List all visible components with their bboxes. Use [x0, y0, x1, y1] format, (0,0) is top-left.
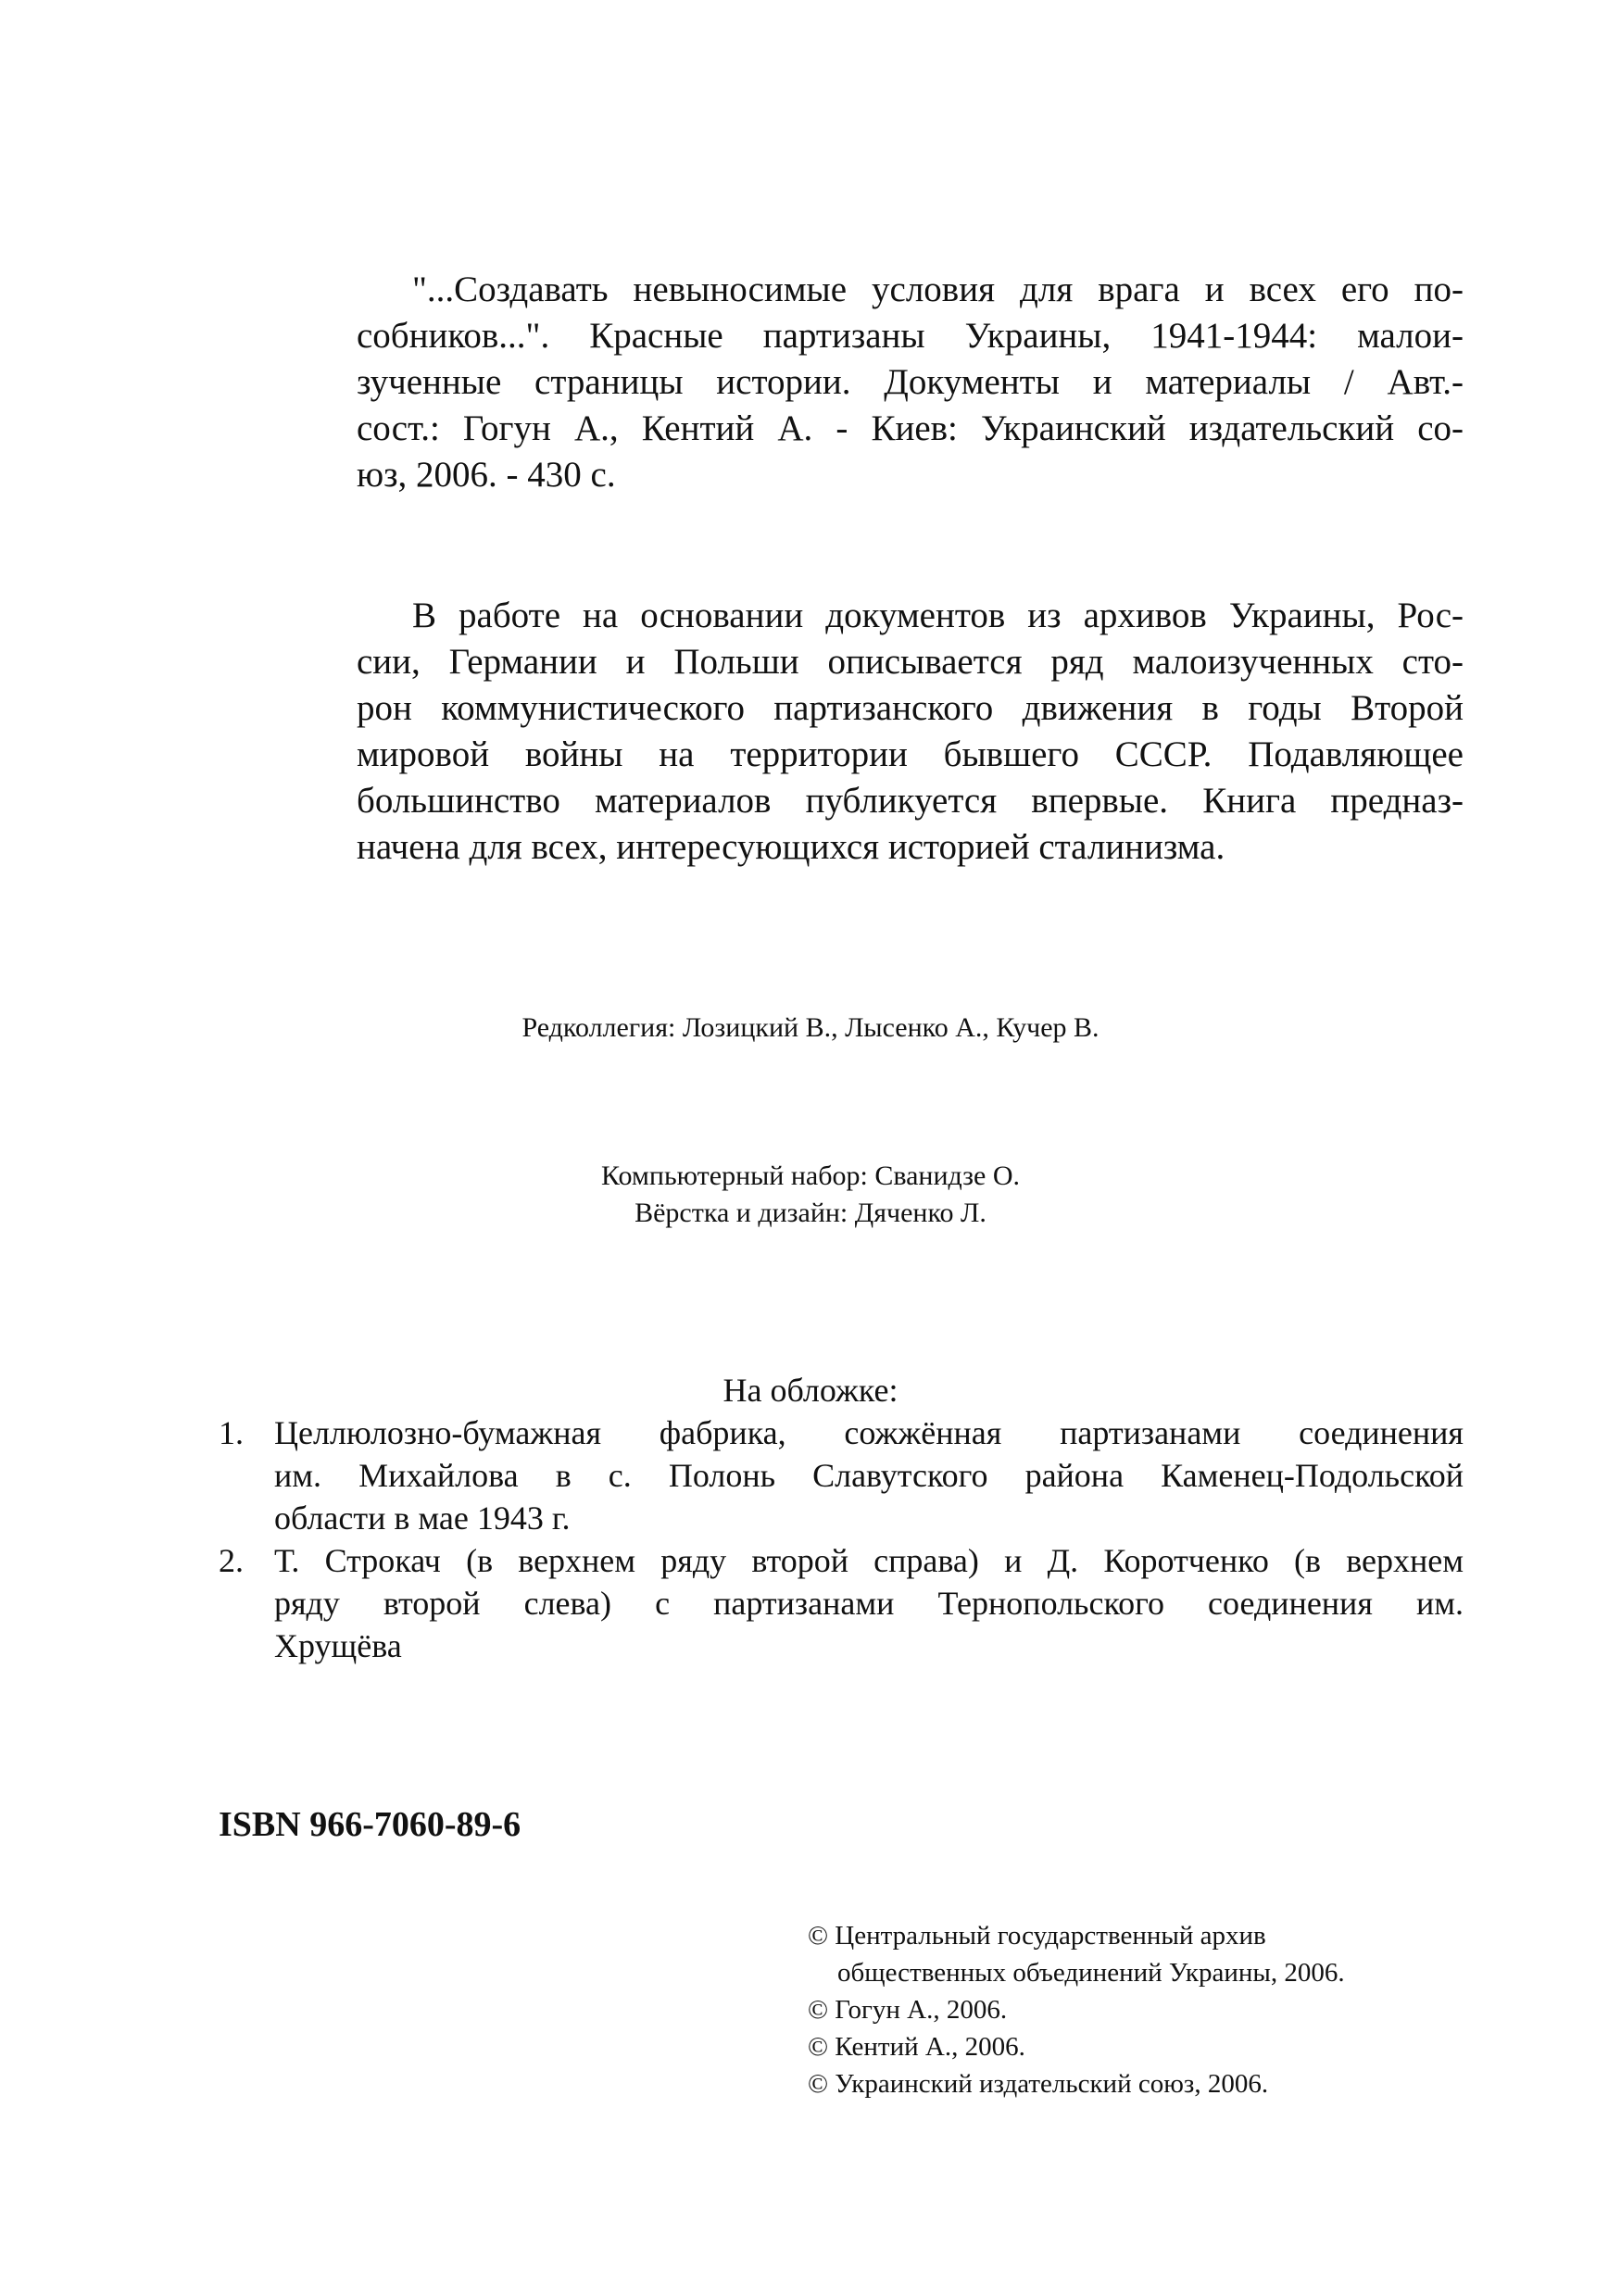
cover-note-item — [219, 1411, 1464, 1539]
annotation-line: рон коммунистического партизанского движения в годы Второй — [357, 688, 1464, 728]
copyright-gogun: © Гогун А., 2006. — [808, 1995, 1008, 2025]
copyright-archive — [808, 1917, 1475, 1991]
biblio-line: собников...". Красные партизаны Украины, 1941-1944: малои- — [357, 316, 1464, 356]
annotation-line: сии, Германии и Польши описывается ряд малоизученных сто- — [357, 642, 1464, 682]
copyright-archive-line1: © Центральный государственный архив — [808, 1921, 1266, 1951]
cover-notes-heading: На обложке: — [723, 1372, 898, 1409]
typesetting-credit: Компьютерный набор: Сванидзе О. — [600, 1161, 1020, 1191]
cover-note-line: Хрущёва — [274, 1627, 402, 1664]
cover-note-number: 1. — [219, 1414, 244, 1451]
cover-note-line: области в мае 1943 г. — [274, 1499, 571, 1537]
cover-note-line: им. Михайлова в с. Полонь Славутского района Каменец-Подольской — [274, 1457, 1464, 1494]
cover-note-line: ряду второй слева) с партизанами Тернопольского соединения им. — [274, 1585, 1464, 1622]
annotation-line: начена для всех, интересующихся историей сталинизма. — [357, 827, 1225, 867]
isbn-number: ISBN 966-7060-89-6 — [219, 1805, 521, 1844]
cover-note-number: 2. — [219, 1542, 244, 1579]
cover-note-line: Целлюлозно-бумажная фабрика, сожжённая партизанами соединения — [274, 1414, 1464, 1451]
layout-design-credit: Вёрстка и дизайн: Дяченко Л. — [635, 1198, 986, 1228]
copyright-publisher: © Украинский издательский союз, 2006. — [808, 2069, 1269, 2099]
editorial-board: Редколлегия: Лозицкий В., Лысенко А., Кучер В. — [521, 1012, 1100, 1043]
copyright-notices — [808, 1917, 1475, 2102]
biblio-line: сост.: Гогун А., Кентий А. - Киев: Украинский издательский со- — [357, 408, 1464, 448]
biblio-line: юз, 2006. - 430 с. — [357, 455, 616, 495]
cover-note-line: Т. Строкач (в верхнем ряду второй справа) и Д. Коротченко (в верхнем — [274, 1542, 1464, 1579]
cover-notes-list — [219, 1411, 1464, 1667]
annotation-line: В работе на основании документов из архивов Украины, Рос- — [412, 596, 1464, 635]
annotation — [357, 593, 1464, 871]
biblio-line: зученные страницы истории. Документы и материалы / Авт.- — [357, 362, 1464, 402]
copyright-kentiy: © Кентий А., 2006. — [808, 2032, 1025, 2062]
annotation-line: мировой войны на территории бывшего СССР. Подавляющее — [357, 734, 1464, 774]
production-credits — [0, 1158, 1621, 1232]
bibliographic-description — [357, 267, 1464, 498]
annotation-line: большинство материалов публикуется впервые. Книга предназ- — [357, 781, 1464, 821]
copyright-archive-line2: общественных объединений Украины, 2006. — [837, 1958, 1345, 1988]
biblio-line: "...Создавать невыносимые условия для врага и всех его по- — [412, 270, 1464, 309]
cover-note-item — [219, 1539, 1464, 1667]
